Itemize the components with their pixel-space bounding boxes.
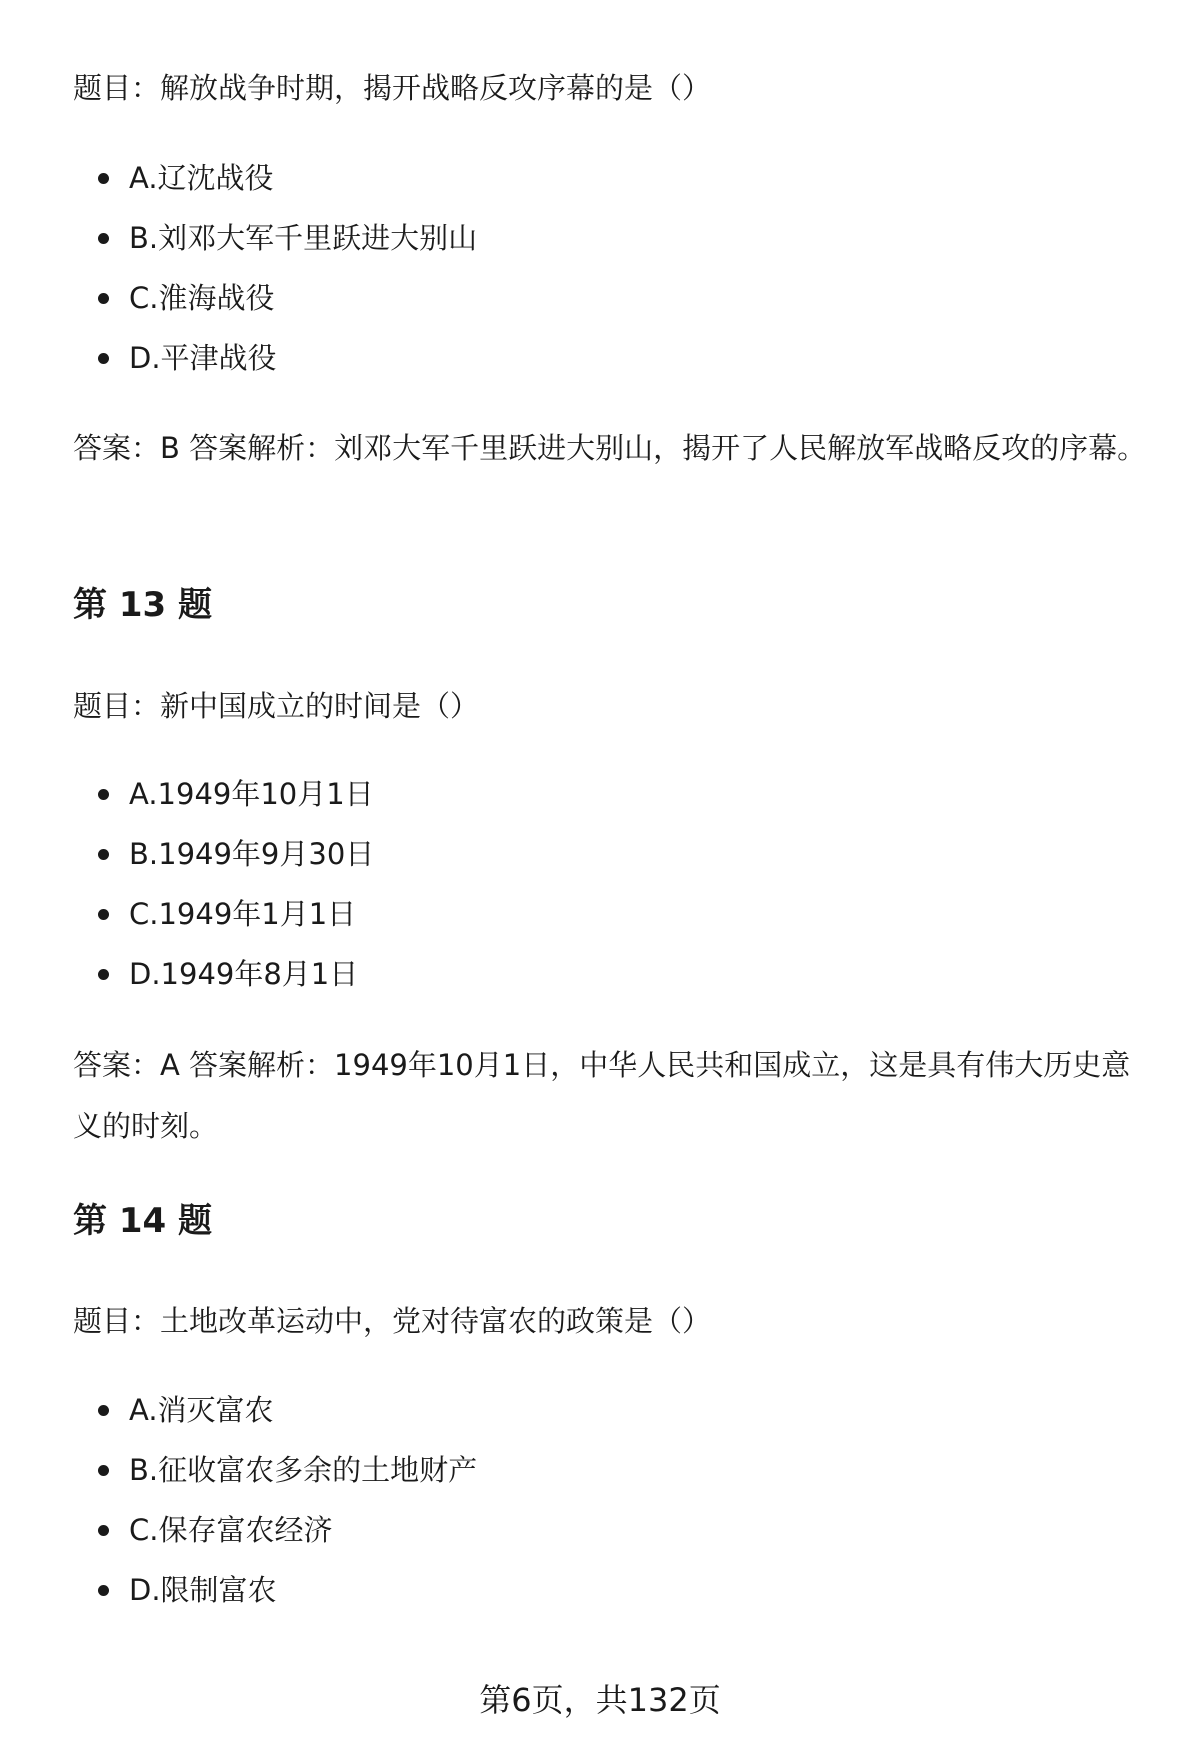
page-number-footer: 第6页，共132页 (479, 1681, 721, 1719)
bullet-icon (98, 969, 109, 980)
option-label: D.平津战役 (129, 341, 277, 375)
bullet-icon (98, 173, 109, 184)
option-label: A.1949年10月1日 (129, 777, 374, 811)
option-item (73, 896, 374, 956)
question-text: 题目：土地改革运动中，党对待富农的政策是（） (73, 1304, 712, 1338)
option-label: D.限制富农 (129, 1573, 277, 1607)
option-list (73, 160, 477, 400)
bullet-icon (98, 789, 109, 800)
option-label: B.1949年9月30日 (129, 837, 375, 871)
answer-explanation: 答案：A 答案解析：1949年10月1日，中华人民共和国成立，这是具有伟大历史意义的时刻。 (73, 1048, 1131, 1143)
option-label: B.刘邓大军千里跃进大别山 (129, 221, 478, 255)
option-item (73, 220, 477, 280)
option-label: A.消灭富农 (129, 1393, 274, 1427)
bullet-icon (98, 909, 109, 920)
option-label: C.1949年1月1日 (129, 897, 357, 931)
question-text: 题目：新中国成立的时间是（） (73, 689, 480, 723)
question-heading: 第 13 题 (73, 585, 212, 625)
option-item (73, 776, 374, 836)
option-label: B.征收富农多余的土地财产 (129, 1453, 478, 1487)
answer-explanation: 答案：B 答案解析：刘邓大军千里跃进大别山，揭开了人民解放军战略反攻的序幕。 (73, 431, 1147, 465)
option-label: A.辽沈战役 (129, 161, 274, 195)
option-label: D.1949年8月1日 (129, 957, 359, 991)
option-label: C.淮海战役 (129, 281, 275, 315)
bullet-icon (98, 1585, 109, 1596)
bullet-icon (98, 233, 109, 244)
option-list (73, 1392, 477, 1632)
bullet-icon (98, 1405, 109, 1416)
bullet-icon (98, 849, 109, 860)
question-text: 题目：解放战争时期，揭开战略反攻序幕的是（） (73, 71, 712, 105)
document-page (73, 0, 1153, 1755)
bullet-icon (98, 293, 109, 304)
option-item (73, 1392, 477, 1452)
bullet-icon (98, 1465, 109, 1476)
option-label: C.保存富农经济 (129, 1513, 333, 1547)
option-item (73, 160, 477, 220)
option-list (73, 776, 374, 1016)
option-item (73, 836, 374, 896)
option-item (73, 1572, 477, 1632)
option-item (73, 1512, 477, 1572)
question-heading: 第 14 题 (73, 1201, 212, 1241)
option-item (73, 956, 374, 1016)
option-item (73, 1452, 477, 1512)
bullet-icon (98, 1525, 109, 1536)
bullet-icon (98, 353, 109, 364)
option-item (73, 280, 477, 340)
option-item (73, 340, 477, 400)
